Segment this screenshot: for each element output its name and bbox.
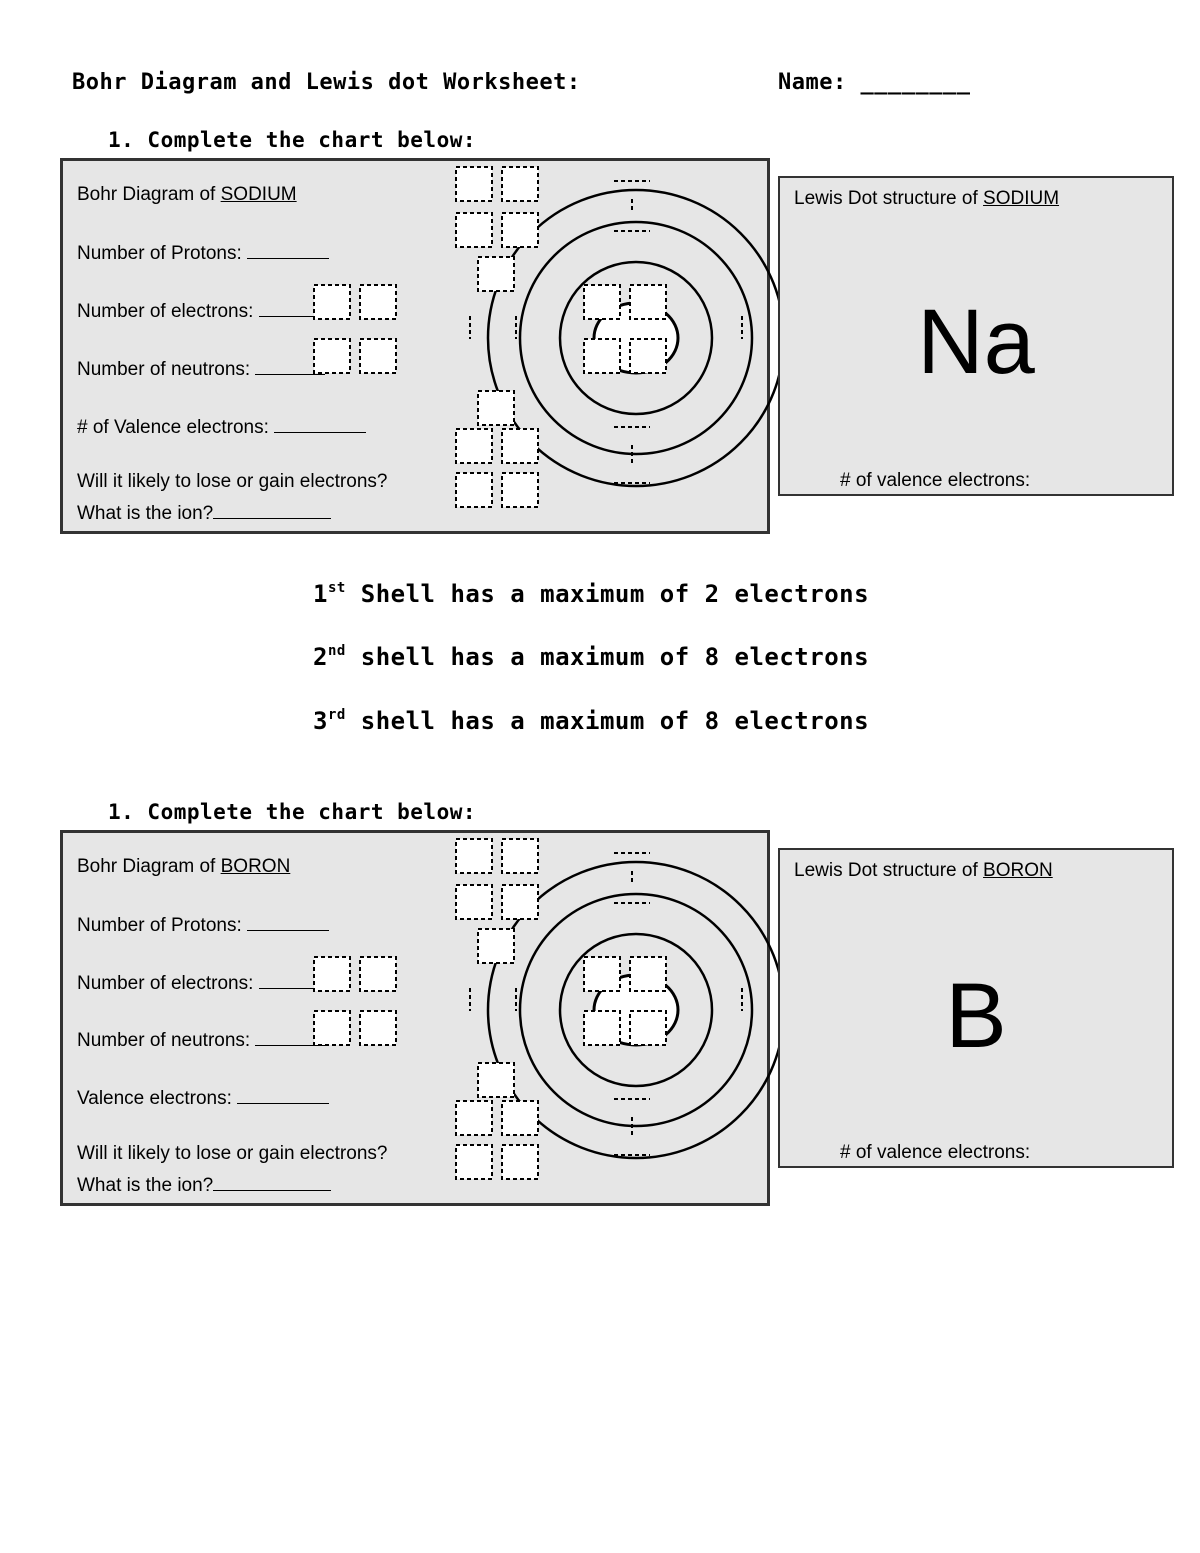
electron-slot[interactable] xyxy=(456,213,492,247)
valence-electrons-label[interactable]: # of valence electrons: xyxy=(840,470,1031,491)
bohr-title: Bohr Diagram of BORON xyxy=(77,856,291,877)
element-name: SODIUM xyxy=(983,188,1060,209)
name-blank: ________ xyxy=(860,70,971,95)
bohr-diagram xyxy=(388,833,753,1203)
neutrons-field[interactable]: Number of neutrons: xyxy=(77,358,325,379)
electron-slot[interactable] xyxy=(478,929,514,963)
electron-slot[interactable] xyxy=(584,285,620,319)
element-symbol: Na xyxy=(917,291,1035,393)
electron-slot[interactable] xyxy=(584,339,620,373)
electron-slot[interactable] xyxy=(630,1011,666,1045)
electron-slot[interactable] xyxy=(456,1101,492,1135)
element-name: SODIUM xyxy=(220,184,297,205)
ion-blank[interactable] xyxy=(213,502,331,519)
question-1: 1. Complete the chart below: xyxy=(108,128,477,152)
electron-slot[interactable] xyxy=(630,285,666,319)
question-2: 1. Complete the chart below: xyxy=(108,800,477,824)
shell-rule-2: 2nd shell has a maximum of 8 electrons xyxy=(313,643,870,671)
neutrons-field[interactable]: Number of neutrons: xyxy=(77,1029,325,1050)
element-name: BORON xyxy=(220,856,291,877)
name-label: Name: xyxy=(778,70,847,95)
valence-electrons-label[interactable]: # of valence electrons: xyxy=(840,1142,1031,1163)
bohr-title: Bohr Diagram of SODIUM xyxy=(77,184,297,205)
electron-slot[interactable] xyxy=(456,167,492,201)
shell-rule-3: 3rd shell has a maximum of 8 electrons xyxy=(313,707,870,735)
electron-slot[interactable] xyxy=(456,1145,492,1179)
worksheet-title: Bohr Diagram and Lewis dot Worksheet: xyxy=(72,70,581,95)
electron-slot[interactable] xyxy=(630,339,666,373)
valence-field[interactable]: # of Valence electrons: xyxy=(77,416,366,437)
electron-slot[interactable] xyxy=(456,473,492,507)
electron-slot[interactable] xyxy=(502,1145,538,1179)
electron-slot[interactable] xyxy=(502,429,538,463)
protons-blank[interactable] xyxy=(247,242,329,259)
electron-slot[interactable] xyxy=(314,339,350,373)
electron-slot[interactable] xyxy=(478,391,514,425)
electron-slot[interactable] xyxy=(502,213,538,247)
electron-slot[interactable] xyxy=(456,839,492,873)
electron-slot[interactable] xyxy=(314,957,350,991)
electrons-field[interactable]: Number of electrons: xyxy=(77,972,329,993)
electron-slot[interactable] xyxy=(360,339,396,373)
lewis-box-sodium xyxy=(778,176,1174,496)
electron-slot[interactable] xyxy=(502,167,538,201)
bohr-diagram xyxy=(388,161,753,531)
electron-slot[interactable] xyxy=(456,429,492,463)
shell-rule-1: 1st Shell has a maximum of 2 electrons xyxy=(313,580,870,608)
electron-slot[interactable] xyxy=(584,1011,620,1045)
electron-slot[interactable] xyxy=(360,957,396,991)
electron-slot[interactable] xyxy=(360,285,396,319)
electron-slot[interactable] xyxy=(478,1063,514,1097)
electron-slot[interactable] xyxy=(502,839,538,873)
bohr-box-sodium xyxy=(60,158,770,534)
bohr-box-boron xyxy=(60,830,770,1206)
ion-field[interactable]: What is the ion? xyxy=(77,502,331,523)
ion-field[interactable]: What is the ion? xyxy=(77,1174,331,1195)
valence-blank[interactable] xyxy=(274,416,366,433)
electron-slot[interactable] xyxy=(502,1101,538,1135)
lewis-title: Lewis Dot structure of BORON xyxy=(794,860,1053,881)
lewis-box-boron xyxy=(778,848,1174,1168)
lewis-title: Lewis Dot structure of SODIUM xyxy=(794,188,1060,209)
element-symbol: B xyxy=(945,965,1007,1067)
electron-slot[interactable] xyxy=(502,473,538,507)
protons-field[interactable]: Number of Protons: xyxy=(77,914,329,935)
lose-gain-question: Will it likely to lose or gain electrons? xyxy=(77,471,388,492)
electron-slot[interactable] xyxy=(630,957,666,991)
electron-slot[interactable] xyxy=(314,285,350,319)
electron-slot[interactable] xyxy=(314,1011,350,1045)
valence-field[interactable]: Valence electrons: xyxy=(77,1087,329,1108)
electron-slot[interactable] xyxy=(502,885,538,919)
electron-slot[interactable] xyxy=(584,957,620,991)
electron-slot[interactable] xyxy=(456,885,492,919)
protons-blank[interactable] xyxy=(247,914,329,931)
electrons-field[interactable]: Number of electrons: xyxy=(77,300,329,321)
electron-slot[interactable] xyxy=(360,1011,396,1045)
electron-slot[interactable] xyxy=(478,257,514,291)
element-name: BORON xyxy=(983,860,1053,881)
valence-blank[interactable] xyxy=(237,1087,329,1104)
protons-field[interactable]: Number of Protons: xyxy=(77,242,329,263)
name-field[interactable] xyxy=(778,70,970,95)
ion-blank[interactable] xyxy=(213,1174,331,1191)
lose-gain-question: Will it likely to lose or gain electrons? xyxy=(77,1143,388,1164)
